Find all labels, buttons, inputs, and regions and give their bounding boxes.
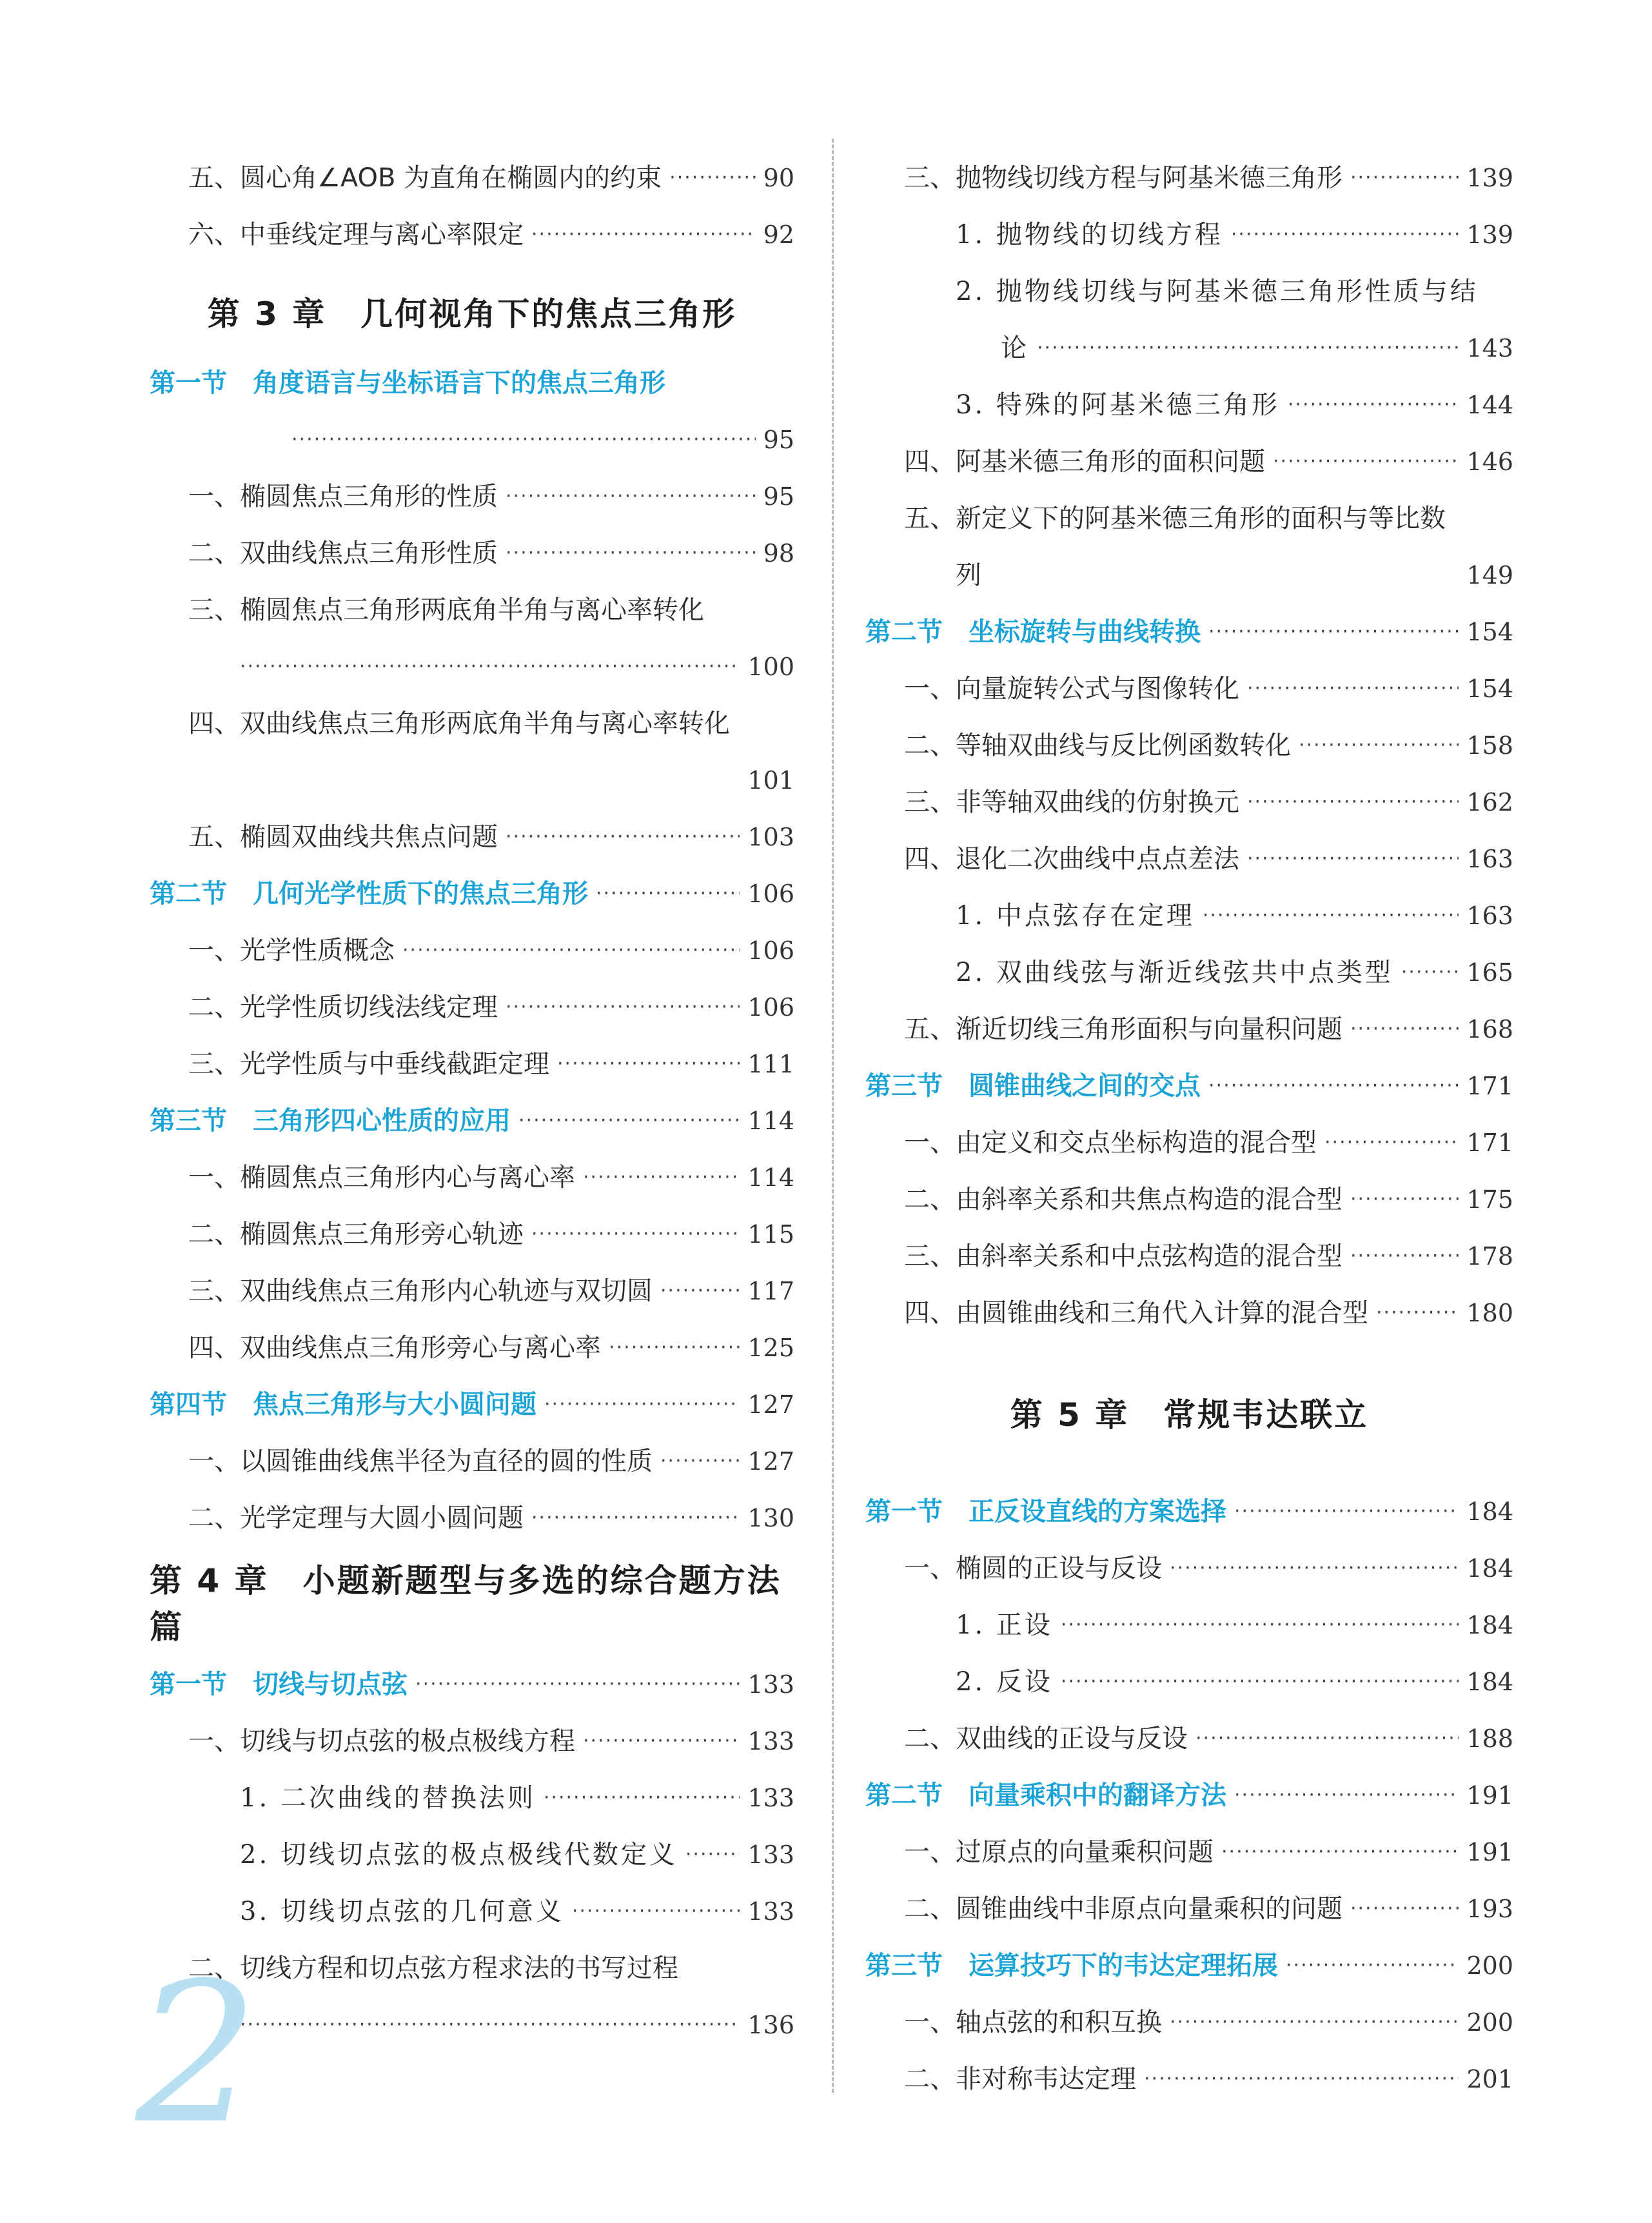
toc-section[interactable]: 第三节 三角形四心性质的应用 ····· 114 — [150, 1092, 794, 1149]
chapter-heading[interactable]: 第 3 章 几何视角下的焦点三角形 — [207, 295, 737, 333]
toc-entry[interactable]: 四、双曲线焦点三角形两底角半角与离心率转化 — [188, 709, 730, 738]
toc-subentry[interactable]: 2. 反设 ····· 184 — [865, 1654, 1513, 1710]
toc-entry[interactable]: 四、由圆锥曲线和三角代入计算的混合型 ····· 180 — [865, 1285, 1513, 1341]
toc-entry[interactable]: 三、非等轴双曲线的仿射换元 ····· 162 — [865, 774, 1513, 831]
toc-subentry[interactable]: 2. 抛物线切线与阿基米德三角形性质与结 — [956, 277, 1479, 306]
toc-entry[interactable]: 一、向量旋转公式与图像转化 ····· 154 — [865, 660, 1513, 717]
toc-subentry[interactable]: 1. 中点弦存在定理 ····· 163 — [865, 887, 1513, 944]
toc-entry[interactable]: 二、光学性质切线法线定理 ····· 106 — [150, 979, 794, 1036]
toc-continuation: 101 — [747, 766, 794, 795]
toc-section[interactable]: 第一节 角度语言与坐标语言下的焦点三角形 — [150, 368, 665, 398]
toc-subentry[interactable]: 1. 正设 ····· 184 — [865, 1597, 1513, 1654]
toc-subentry[interactable]: 1. 二次曲线的替换法则 ····· 133 — [150, 1770, 794, 1826]
toc-entry[interactable]: 一、光学性质概念 ····· 106 — [150, 922, 794, 979]
toc-entry[interactable]: 一、以圆锥曲线焦半径为直径的圆的性质 ····· 127 — [150, 1433, 794, 1490]
column-divider — [832, 139, 834, 2093]
toc-section[interactable]: 第四节 焦点三角形与大小圆问题 ····· 127 — [150, 1376, 794, 1433]
toc-continuation: ····· 100 — [150, 638, 794, 695]
toc-section[interactable]: 第二节 向量乘积中的翻译方法 ····· 191 — [865, 1767, 1513, 1824]
toc-entry[interactable]: 六、中垂线定理与离心率限定 ····· 92 — [150, 206, 794, 263]
toc-entry[interactable]: 五、椭圆双曲线共焦点问题 ····· 103 — [150, 809, 794, 865]
toc-subentry[interactable]: 3. 特殊的阿基米德三角形 ····· 144 — [865, 377, 1513, 433]
toc-entry[interactable]: 四、阿基米德三角形的面积问题 ····· 146 — [865, 433, 1513, 490]
toc-continuation: 列 149 — [956, 560, 1513, 590]
toc-section[interactable]: 第二节 几何光学性质下的焦点三角形 ····· 106 — [150, 865, 794, 922]
toc-section[interactable]: 第二节 坐标旋转与曲线转换 ····· 154 — [865, 604, 1513, 660]
toc-continuation: ····· 136 — [150, 1997, 794, 2053]
toc-entry[interactable]: 五、新定义下的阿基米德三角形的面积与等比数 — [904, 504, 1446, 533]
toc-entry[interactable]: 二、椭圆焦点三角形旁心轨迹 ····· 115 — [150, 1206, 794, 1263]
toc-section[interactable]: 第一节 正反设直线的方案选择 ····· 184 — [865, 1483, 1513, 1540]
toc-entry[interactable]: 一、由定义和交点坐标构造的混合型 ····· 171 — [865, 1114, 1513, 1171]
toc-entry[interactable]: 二、光学定理与大圆小圆问题 ····· 130 — [150, 1490, 794, 1546]
toc-subentry[interactable]: 1. 抛物线的切线方程 ····· 139 — [865, 206, 1513, 263]
toc-entry[interactable]: 三、由斜率关系和中点弦构造的混合型 ····· 178 — [865, 1228, 1513, 1285]
toc-continuation: 论 ····· 143 — [865, 320, 1513, 377]
toc-entry[interactable]: 一、椭圆的正设与反设 ····· 184 — [865, 1540, 1513, 1597]
toc-entry[interactable]: 二、等轴双曲线与反比例函数转化 ····· 158 — [865, 717, 1513, 774]
toc-continuation: ····· 95 — [150, 411, 794, 468]
toc-entry[interactable]: 二、圆锥曲线中非原点向量乘积的问题 ····· 193 — [865, 1881, 1513, 1937]
toc-entry[interactable]: 二、切线方程和切点弦方程求法的书写过程 — [188, 1953, 678, 1983]
toc-subentry[interactable]: 2. 双曲线弦与渐近线弦共中点类型 ····· 165 — [865, 944, 1513, 1001]
toc-entry[interactable]: 五、圆心角∠AOB 为直角在椭圆内的约束 ····· 90 — [150, 150, 794, 206]
toc-section[interactable]: 第三节 运算技巧下的韦达定理拓展 ····· 200 — [865, 1937, 1513, 1994]
toc-right-column — [865, 150, 1513, 2108]
chapter-heading[interactable]: 第 5 章 常规韦达联立 — [1010, 1396, 1369, 1434]
toc-entry[interactable]: 四、双曲线焦点三角形旁心与离心率 ····· 125 — [150, 1319, 794, 1376]
toc-entry[interactable]: 二、双曲线焦点三角形性质 ····· 98 — [150, 525, 794, 582]
toc-entry[interactable]: 二、双曲线的正设与反设 ····· 188 — [865, 1710, 1513, 1767]
toc-entry[interactable]: 一、椭圆焦点三角形内心与离心率 ····· 114 — [150, 1149, 794, 1206]
toc-left-column — [150, 150, 794, 2053]
toc-entry[interactable]: 二、由斜率关系和共焦点构造的混合型 ····· 175 — [865, 1171, 1513, 1228]
toc-entry[interactable]: 三、光学性质与中垂线截距定理 ····· 111 — [150, 1036, 794, 1092]
toc-entry[interactable]: 一、切线与切点弦的极点极线方程 ····· 133 — [150, 1713, 794, 1770]
toc-entry[interactable]: 三、椭圆焦点三角形两底角半角与离心率转化 — [188, 595, 704, 625]
toc-entry[interactable]: 一、椭圆焦点三角形的性质 ····· 95 — [150, 468, 794, 525]
toc-entry[interactable]: 一、过原点的向量乘积问题 ····· 191 — [865, 1824, 1513, 1881]
toc-section[interactable]: 第三节 圆锥曲线之间的交点 ····· 171 — [865, 1058, 1513, 1114]
toc-entry[interactable]: 二、非对称韦达定理 ····· 201 — [865, 2051, 1513, 2108]
toc-entry[interactable]: 一、轴点弦的和积互换 ····· 200 — [865, 1994, 1513, 2051]
chapter-heading[interactable]: 第 4 章 小题新题型与多选的综合题方法篇 — [150, 1562, 782, 1646]
toc-entry[interactable]: 三、抛物线切线方程与阿基米德三角形 ····· 139 — [865, 150, 1513, 206]
toc-entry[interactable]: 五、渐近切线三角形面积与向量积问题 ····· 168 — [865, 1001, 1513, 1058]
toc-section[interactable]: 第一节 切线与切点弦 ····· 133 — [150, 1656, 794, 1713]
toc-entry[interactable]: 四、退化二次曲线中点点差法 ····· 163 — [865, 831, 1513, 887]
toc-subentry[interactable]: 2. 切线切点弦的极点极线代数定义 ····· 133 — [150, 1826, 794, 1883]
toc-entry[interactable]: 三、双曲线焦点三角形内心轨迹与双切圆 ····· 117 — [150, 1263, 794, 1319]
toc-subentry[interactable]: 3. 切线切点弦的几何意义 ····· 133 — [150, 1883, 794, 1940]
page-number: 2 — [135, 1941, 259, 2166]
